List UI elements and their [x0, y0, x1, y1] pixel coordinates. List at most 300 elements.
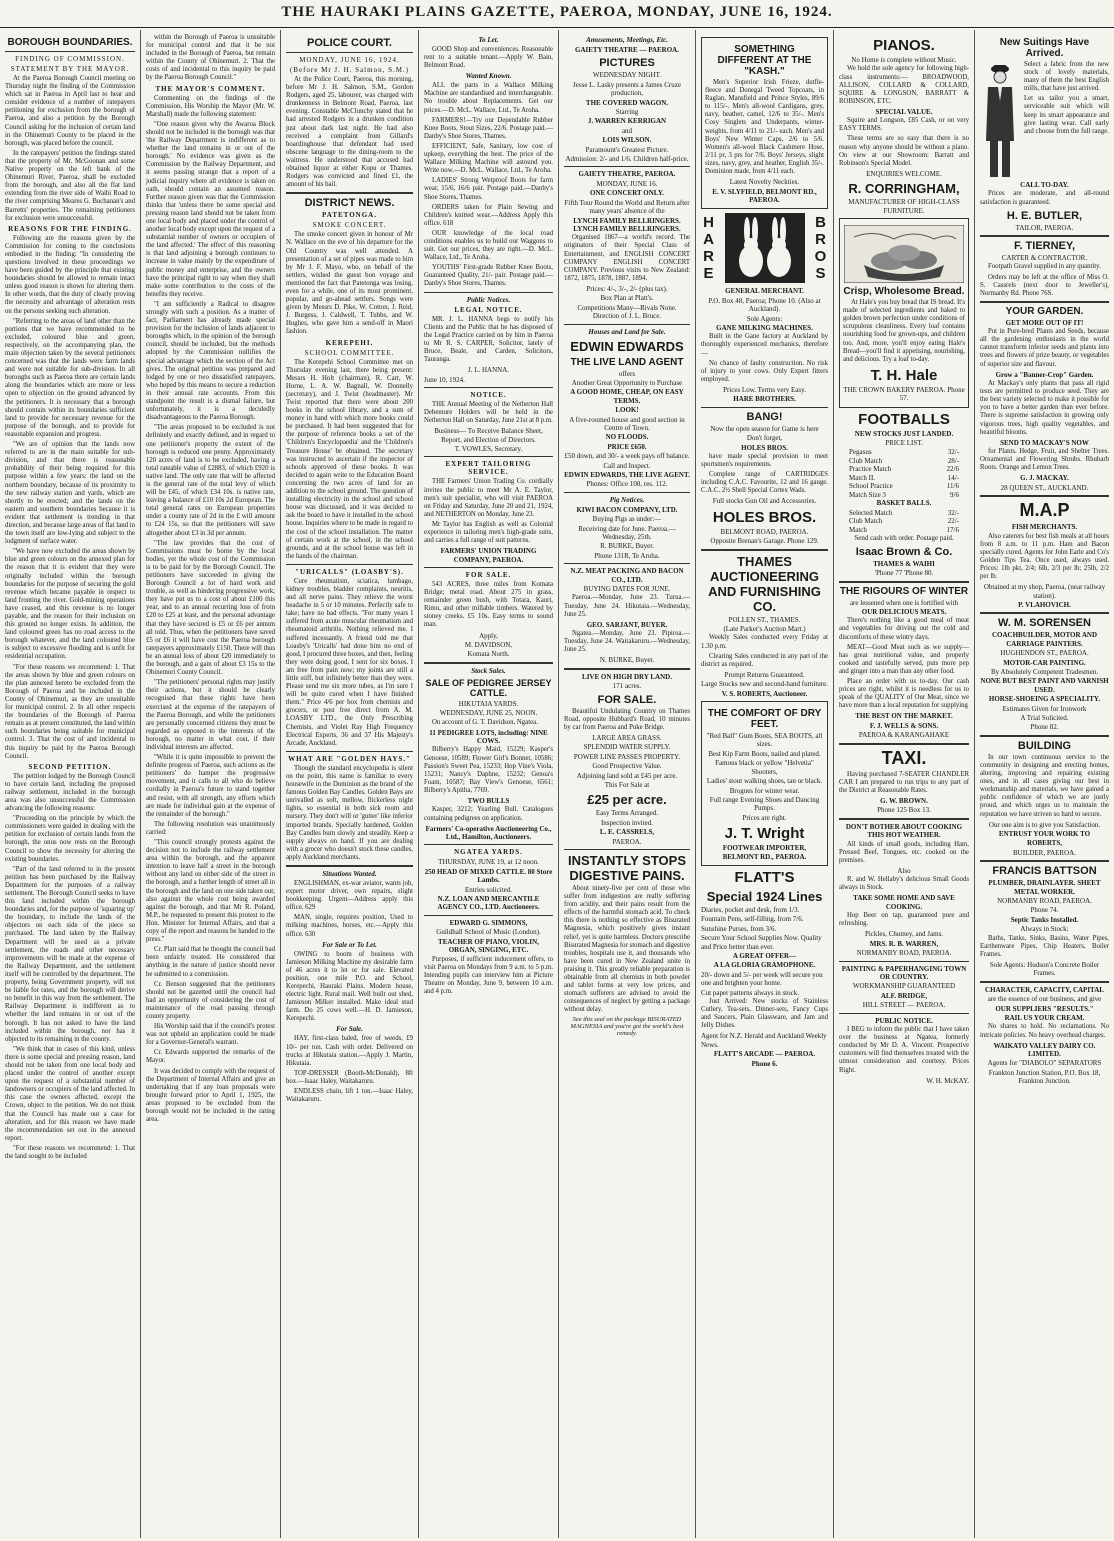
- column-trades: [975, 30, 1114, 1538]
- column-police-court: [281, 30, 419, 1538]
- article-paragraph: "For these reasons we recommend: 1. That the areas shown by blue and green colours on the plan annexed hereto be excluded from the Borough of Paeroa and be included in the County of Ohinemuri, as they are unsuitable for municipal control. 2. In all other respects the boundaries of the Borough of Paeroa remain as at present constituted, the land within such boundaries being suitable for municipal control. 3. That the cost of and incidental to this inquiry be paid by the Paeroa Borough Council.: [5, 663, 135, 760]
- ad-body: Having purchased 7-SEATER CHANDLER CAR I am prepared to run trips to any part of the District at Reasonable Rates.: [839, 770, 969, 794]
- ad-signature: T. VOWLES, Secretary.: [454, 445, 523, 453]
- section-heading: Public Notices.: [466, 295, 511, 304]
- ad-body: Orders may be left at the office of Miss O. S. Cassrels (next door to Jeweller's), Normanby Rd. Phone 76S.: [980, 273, 1109, 297]
- ad-body: THE CROWN BAKERY PAEROA. Phone 57.: [843, 385, 965, 403]
- ad-body: Prices are right.: [742, 813, 787, 822]
- ad-signature: TAILOR, PAEROA.: [1015, 223, 1074, 232]
- ad-subhead: THURSDAY, JUNE 19, at 12 noon.: [438, 858, 539, 867]
- bakery-illustration: [843, 225, 965, 283]
- ad-body: NORMANBY ROAD, PAEROA.: [997, 897, 1092, 906]
- ad-body: Another Great Opportunity to Purchase: [571, 378, 683, 387]
- article-paragraph: "Part of the land referred to in the present petition has been purchased by the Railway Department for the purposes of a railway settlement. The Borough Council seeks to have this land included within the borough boundaries and, for the purpose of 'squaring up' the boundary, to include the lands of the objectors on each side of the piece so purchased. The land taken by the Railway Department will be used as a private settlement, the roads and other necessary improvements will be made at the expense of the Railway Department, and the settlement itself will be controlled by the department. The property, being Government property, will not be liable for rates, and the borough will derive no benefit in this way from the settlement. The Railway Department is indifferent as to whether the land remains in or out of the borough. It has not asked to have the land included within the borough, nor has it objected to its remaining in the county.: [5, 865, 135, 1043]
- ad-body: Box Plan at Platt's.: [600, 294, 654, 303]
- ad-body: THAMES & WAIHI: [873, 559, 935, 568]
- article-paragraph: "One reason given why the Awaroa Block should not be included in the borough was that 'the Railway Department is indifferent as to whether the land remains in or out of the borough.' No evidence was given as the Commission by the Railway Department, and it seems passing strange that a report of a judicial inquiry where all evidence is taken on oath, should contain an assumed reason. Further reason given was that the Commission thinks that 'unless there be some special and pressing reason land should not be taken from one local body and placed under the control of another local body except upon the request of a substantial number of owners or occupiers of the land affected.' The effect of this reasoning is that land adjoining a borough continues to increase in value mainly by the expenditure of public money and enterprise, and the owners have the principal right to say when they shall make some contribution to the costs of the benefits they receive.: [146, 120, 275, 298]
- ad-body: Hop Beer on tap, guaranteed pure and refreshing.: [839, 912, 969, 928]
- price-item-price: 9/6: [950, 490, 959, 499]
- classified-ad: Bilberry's Happy Maid, 15229; Kasper's Genoese, 10589; Flower Girl's Bonnet, 10586; Passion's Sweet Pea, 15233; Hop Vine's Viola, 15231; Nancy's Daphne, 15232; Genoa's Foam, 10587; Bay View's Genoese, 6561; Bilberry's Apitha, 7769.: [424, 746, 553, 794]
- gentleman-figure-icon: [980, 61, 1020, 181]
- ad-subhead: A LA GLORIA GRAMOPHONE.: [713, 961, 816, 970]
- classified-ad: EFFICIENT, Safe, Sanitary, low cost of upkeep, everything the best. The price of the Wallace Milking Machine will astound you. Write now.—D. McL. Wallace, Ltd., Te Aroha.: [424, 142, 553, 175]
- article-subhead: SMOKE CONCERT.: [312, 221, 387, 230]
- ad-body: A five-roomed house and good section in Centre of Town.: [569, 415, 685, 432]
- price-row: [839, 491, 969, 500]
- ad-body: Don't forget,: [746, 434, 783, 443]
- ad-headline: DON'T BOTHER ABOUT COOKING THIS HOT WEATHER.: [845, 822, 963, 840]
- ad-signature: H. E. BUTLER,: [1006, 209, 1083, 222]
- ad-subhead: LOIS WILSON.: [602, 136, 652, 145]
- ad-subhead: 11 PEDIGREE LOTS, including: NINE COWS.: [429, 728, 548, 746]
- ad-subhead: CALL TO-DAY.: [1020, 181, 1069, 189]
- article-paragraph: "We have now excluded the areas shown by blue and green colours on the annexed plan for the reason that it is evident that they were originally included within the borough boundaries for the purpose of securing the gold revenue which became payable in respect to land fronting the river. Gold-mining operations have ceased, and this revenue is no longer payable, and the reason for their inclusion on this ground no longer exists. In addition, the land coloured green has no road access to the borough whatever, and the land coloured blue is subject to excessive flooding and is unfit for residential occupation.: [5, 548, 135, 661]
- ad-subhead: WEDNESDAY NIGHT.: [592, 71, 662, 80]
- ad-signature: FARMERS' UNION TRADING COMPANY, PAEROA.: [440, 547, 537, 564]
- ad-body: In our town continuous service to the community in designing and erecting homes, altering, improving and repairing existing ones, and in all cases giving our best in workmanship and materials, we have gained a public confidence of which we are justly proud, and which urges us to maintain the reputation we have striven so hard to secure.: [980, 753, 1109, 818]
- ad-subhead: BASKET BALLS.: [876, 499, 932, 508]
- ad-subhead: ONE CONCERT ONLY.: [590, 189, 664, 198]
- price-row: [839, 517, 969, 526]
- ad-headline: FOR SALE.: [597, 693, 657, 706]
- ad-subhead: COACHBUILDER, MOTOR AND CARRIAGE PAINTERS.: [991, 631, 1098, 648]
- ad-body: Secure Your School Supplies Now. Quality and Price better than ever.: [701, 934, 822, 951]
- ad-body: Select a fabric from the new stock of lovely materials, many of them the best English mills, that have just arrived.: [1024, 61, 1109, 93]
- ad-signature: E. V. SLYFIELD, BELMONT RD., PAEROA.: [712, 187, 817, 204]
- ad-body: Built in the Gane factory at Auckland by thoroughly experienced mechanics, therefore—: [701, 333, 828, 357]
- ad-subhead: PRICE LIST.: [885, 439, 923, 448]
- ad-headline: EXPERT TAILORING SERVICE.: [445, 460, 532, 477]
- article-subhead: SECOND PETITION.: [28, 762, 112, 771]
- ad-headline: SALE OF PEDIGREE JERSEY CATTLE.: [425, 677, 552, 698]
- ad-date: June 10, 1924.: [424, 375, 465, 384]
- ad-subhead: Guildhall School of Music (London).: [436, 928, 541, 937]
- ad-body: By Absolutely Competent Tradesmen.: [991, 668, 1098, 677]
- ad-subhead: LYNCH FAMILY BELLRINGERS. LYNCH FAMILY BELLRINGERS.: [573, 216, 681, 233]
- ad-headline: PUBLIC NOTICE.: [875, 1016, 933, 1025]
- ad-body: Just Arrived: New stocks of Stainless Cutlery, Tea-sets, Dinner-sets, Fancy Cups and Saucers, Plain Glassware, and Jam and Jelly Dishes.: [701, 998, 828, 1030]
- article-headline: BOROUGH BOUNDARIES.: [7, 37, 133, 48]
- ad-signature: F. J. WELLS & SONS.: [869, 721, 939, 730]
- ad-headline: NGATEA YARDS.: [454, 848, 523, 857]
- article-paragraph: "The areas proposed to be excluded is not definitely and exactly defined, and in regard to one petitioner's property the extent of the borough is reduced one penny. Approximately 120 acres of land is to be excluded, having a total rateable value of £2883, of which £920 is native land. The only rate that will be affected is the general rate of the total levy of which will be £45, of which £34 10s. is native rate, leaving a balance of £10 10s 2d European. The total general rates on European properties under a county rate of 2d in the £ will amount to £24 15s, so that the petitioners will save altogether about £3 in 3d per annum.: [146, 424, 275, 537]
- ad-subhead: HOLES BROS.: [741, 443, 788, 452]
- ad-body: At Mackay's only plants that pass all rigid tests are permitted to produce seed. They are the best variety selected to make it possible for you to have a better garden than ever before. There is supreme satisfaction in growing only vigorous trees, high quality vegetables, and beautiful blooms.: [980, 380, 1109, 436]
- ad-body: Ladies' stout walking shoes, tan or black.: [706, 777, 823, 786]
- classified-ad: TOP-DRESSER (Booth-McDonald), 8ft box.—Isaac Haley, Waitakaruru.: [286, 1069, 413, 1085]
- ad-body: MANUFACTURER OF HIGH-CLASS FURNITURE.: [848, 198, 960, 215]
- ad-subhead: THE LIVE LAND AGENT: [570, 356, 684, 368]
- ad-body: R. and W. Hellaby's delicious Small Goods always in Stock.: [839, 876, 969, 892]
- ad-body: Brogues for winter wear.: [729, 786, 800, 795]
- column-classifieds: [419, 30, 559, 1538]
- ad-body: At Hale's you buy bread that IS bread. It's made of selected ingredients and baked to golden brown perfection under conditions of scrupulous cleanliness. Every loaf contains nourishing food for grown-ups, and children too. And, more, you'll enjoy eating Hale's Bread—you'll find it appetising, nourishing, and delicious. Try a loaf to-day.: [843, 299, 965, 363]
- ad-body: I BEG to inform the public that I have taken over the business at Ngatea, formerly conducted by Mr D. A. Vincent. Prospective customers will find themselves treated with the utmost consideration and courtesy. Prices Right.: [839, 1026, 969, 1074]
- ad-subhead: POLLEN ST., THAMES.: [728, 615, 801, 624]
- ad-body: are the essence of our business, and give: [987, 995, 1102, 1004]
- ad-body: £50 down, and 30/- a week pays off balance.: [564, 452, 690, 461]
- ad-body: Place an order with us to-day. Our cash prices are right, whilst it is needless for us to speak of the QUALITY of Our Meat, since we have more than a local reputation for supplying: [839, 678, 969, 710]
- ad-body: Prompt Returns Guaranteed.: [724, 670, 805, 679]
- ad-body: Agent for N.Z. Herald and Auckland Weekly News.: [701, 1032, 827, 1049]
- ad-signature: G. W. BROWN.: [880, 796, 928, 805]
- article-paragraph: At the Police Court, Paeroa, this morning, before Mr J. H. Salmon, S.M., Gordon Rodgers, aged 25, labourer, was charged with drunkenness in Belmont Road, Paeroa, last evening. Constable McClunchy stated that he had arrested Rodgers in a drunken condition just about dark last night. He had also received a complaint from Gillard's boardinghouse that defendant had used obscene language to the dining-room to the waitress. He understood that accused had obtained liquor at either Kopu or Thames. Rodgers was convicted and fined £1, the amount of his bail.: [286, 76, 413, 189]
- ad-signature: G. J. MACKAY.: [1020, 474, 1069, 483]
- ad-headline: WHAT ARE "GOLDEN HAYS.": [288, 754, 411, 763]
- section-heading: Situations Wanted.: [322, 869, 377, 878]
- ad-tailor: [980, 61, 1109, 181]
- classified-ad: LADIES' Strong Wetproof Boots for farm wear, 15/6, 16/6 pair. Postage paid.—Danby's Shoe Stores, Thames.: [424, 177, 553, 201]
- article-headline: DISTRICT NEWS.: [304, 197, 395, 210]
- ad-body: POWER LINE PASSES PROPERTY.: [573, 752, 681, 761]
- classified-ad: MAN, single, requires position, Used to milking machines, horses, etc.—Apply this office. 630: [286, 914, 413, 938]
- ad-headline: YOUR GARDEN.: [1005, 305, 1084, 317]
- ad-subhead: BUYING DATES FOR JUNE.: [583, 585, 671, 594]
- ad-body: Fountain Pens, self-filling, from 7/6.: [701, 915, 804, 924]
- ad-body: are lessened when one is fortified with: [849, 598, 959, 607]
- ad-headline: N.Z. MEAT PACKING AND BACON CO., LTD.: [570, 567, 684, 584]
- ad-signature: EDWIN EDWARDS, THE LIVE AGENT.: [564, 470, 690, 479]
- ad-signature: T. H. Hale: [870, 366, 938, 384]
- ad-body: Inspection invited.: [600, 818, 654, 827]
- ad-body: "Red Ball" Gum Boots, SEA BOOTS, all sizes.: [706, 732, 823, 749]
- ad-headline: M.A.P: [1019, 500, 1070, 521]
- section-heading: Wanted Known.: [465, 72, 512, 81]
- article-paragraph: At the Paeroa Borough Council meeting on Thursday night the finding of the Commission which sat in Paeroa in April last to hear and consider evidence of a number of ratepayers petitioning for exclusion from the borough of Paeroa, and also a petition by the Borough Council asking for the inclusion of certain land in the Ohinemuri County to be placed in the borough, was placed before the council.: [5, 75, 135, 147]
- ad-signature: BUILDER, PAEROA.: [1013, 848, 1076, 857]
- article-subhead: SCHOOL COMMITTEE.: [304, 348, 395, 357]
- ad-body: Our one aim is to give you Satisfaction.: [988, 820, 1101, 829]
- ad-headline: THAMES AUCTIONEERING AND FURNISHING CO.: [708, 553, 821, 614]
- ad-signature: FLATT'S ARCADE — PAEROA.: [713, 1050, 816, 1059]
- classified-ad: ENGLISHMAN, ex-war aviator, wants job, expert motor driver, own repairs, slight bookkeeping. Urgent—Address apply this office. 629: [286, 879, 413, 912]
- price-row: [839, 509, 969, 518]
- article-paragraph: "I am sufficiently a Radical to disagree strongly with such a position. As a matter of fact, Parliament has already made special provision for the inclusion of lands adjacent to boroughs which, in the opinion of the borough council, should be included, but the methods adopted by the Commission nullifies the special advantage which the section of the Act gives. The original petition was prepared and lodged by one or two dissatisfied ratepayers, who hoped by this means to secure a reduction in their annual rate accounts. From this standpoint the result is a dismal failure, but unfortunately, it is a decidedly disadvantageous to the Paeroa Borough.: [146, 300, 275, 422]
- classified-ad: HAY, first-class baled, free of weeds, £9 10/- per ton. Cash with order. Delivered on trucks at Hikutaia station.—Apply J. Martin, Hikutaia.: [286, 1035, 413, 1067]
- ad-body: Beautiful Undulating Country on Thames Road, opposite Hubbard's Road, 10 minutes by car from Paeroa and Puke Bridge.: [564, 707, 690, 731]
- classified-ad: FARMERS!—Try our Dependable Rubber Knee Boots, Stout Sizes, 22/6. Postage paid.—Danby's Shoe Stores, Thames.: [424, 116, 553, 140]
- ad-body: Starring: [615, 108, 639, 117]
- ad-headline: W. M. SORENSEN: [998, 617, 1091, 630]
- hare-bros-logo: [701, 213, 828, 283]
- ad-subhead: MOTOR-CAR PAINTING.: [1003, 658, 1086, 667]
- classified-ad: THE Farmers' Union Trading Co. cordially invites the public to meet Mr A. E. Taylor, men's suit specialist, who will visit PAEROA on Friday and Saturday, June 20 and 21, 1924, and NETHERTON on Monday, June 23.: [424, 478, 553, 518]
- section-heading: For Sale or To Let.: [322, 940, 377, 949]
- ad-body: Though the standard encyclopedia is silent on the point, this name is familiar to every housewife in the Dominion as the brand of the famous Golden Bay Candles. Golden Bays are unrivalled as soft, mellow, flickerless night lights, so essential in both sick room and nursery. They don't will or 'gutter' like inferior imported brands. Specially hardened, Golden Bay Candles burn slowly and steadily. Keep a supply always on hand. If you are dealing with a grocer who doesn't stock these candles, apply Auckland merchants.: [286, 764, 413, 861]
- price-item-name: School Practice: [849, 482, 893, 491]
- classified-ad: ORDERS taken for Plain Sewing and Children's knitted wear.—Address Apply this office. 618: [424, 203, 553, 227]
- ad-signature: GEO. SARJANT, BUYER.: [586, 620, 668, 629]
- ad-subhead: NO FLOODS.: [605, 433, 649, 442]
- ad-signature: HARE BROTHERS.: [733, 395, 796, 404]
- ad-headline: F. TIERNEY,: [1013, 240, 1076, 252]
- ad-body: Phone 82.: [1030, 723, 1059, 732]
- price-row: [839, 448, 969, 457]
- price-item-price: 32/-: [947, 508, 959, 517]
- ad-body: Fifth Tour Round the World and Return after many years' absence of the: [564, 198, 690, 216]
- ad-headline: New Suitings Have Arrived.: [999, 37, 1090, 59]
- ad-body: Diaries, pocket and desk, from 1/3.: [701, 905, 800, 914]
- article-paragraph: "Proceeding on the principle by which the commissioners were guided in dealing with the petition for exclusion of certain lands from the borough, the onus now rests on the Borough Council to show the necessity for altering the existing boundaries.: [5, 815, 135, 863]
- classified-ad: GOOD Shop and conveniences. Reasonable rent to a suitable tenant.—Apply W. Bain, Belmont Road.: [424, 46, 553, 70]
- ad-signature: J. L. HANNA.: [467, 366, 510, 375]
- ad-signature: WAIKATO VALLEY DAIRY CO. LIMITED.: [993, 1041, 1096, 1058]
- price-item-price: 11/6: [946, 482, 959, 491]
- article-subhead: KEREPEHI.: [325, 338, 374, 347]
- article-paragraph: Commenting on the findings of the Commission, His Worship the Mayor (Mr. W. Marshall) made the following statement:: [146, 94, 275, 118]
- price-item-name: Pegasus: [849, 448, 872, 457]
- ad-subhead: CARTER & CONTRACTOR.: [1001, 254, 1088, 262]
- column-mayor-comment: [141, 30, 281, 1538]
- ad-subhead: ENTRUST YOUR WORK TO: [998, 830, 1091, 839]
- column-merchants: [696, 30, 834, 1538]
- ad-signature: PAEROA.: [612, 837, 642, 846]
- ad-body: Prices: 4/-, 3/-, 2/- (plus tax).: [586, 284, 668, 293]
- ad-subhead: Special 1924 Lines: [706, 888, 823, 904]
- ad-subhead: GET MORE OUT OF IT!: [1005, 318, 1084, 327]
- ad-body: P.O. Box 48, Paeroa; Phone 10. (Also at Auckland).: [708, 296, 821, 314]
- ad-headline: SOMETHING DIFFERENT AT THE "KASH.": [717, 44, 812, 77]
- article-paragraph: "For these reasons we recommend: 1. That the land sought to be included: [5, 1144, 135, 1160]
- ad-signature: R. CORRINGHAM,: [848, 181, 960, 197]
- ad-body: LARGE AREA GRASS.: [592, 733, 662, 742]
- classified-ad: 543 ACRES, three miles from Komata Bridge; metal road. About 275 in grass, remainder green bush, with Totara, Kauri, Rimu, and other millable timbers. Watered by stoney creeks. £5 10s. Easy terms to sound man.: [424, 580, 553, 629]
- ad-body: Easy Terms Arranged.: [595, 809, 659, 818]
- ad-body: Latest Novelty Neckties.: [729, 178, 800, 187]
- ad-body: Let us tailor you a smart, serviceable suit which will keep its smart appearance and give lasting wear. Call early and choose from the full range.: [1024, 95, 1109, 135]
- ad-subhead: HUGHENDON ST., PAEROA.: [1000, 649, 1089, 658]
- ad-signature: FOOTWEAR IMPORTER, BELMONT RD., PAEROA.: [722, 844, 807, 861]
- ad-body: for Plants. Hedge, Fruit, and Shelter Trees. Ornamental and Flowering Shrubs. Rhubarb Roots. Orange and Lemon Trees.: [980, 448, 1109, 472]
- article-paragraph: "Referring to the areas of land other than the portions that we have recommended to be excluded, coloured blue and green, respectively, on the accompanying plan, the main objection taken by the several petitioners concerned was that the lands were farm lands and were not suitable for sub-division. In all boroughs such as Paeroa there are certain lands along the boundaries which are more or less open to objection on the ground advanced by the petitioners. It is necessary that a borough should contain within its boundaries sufficient land to provide for necessary revenue for the purpose of the borough, and to provide for reasonable expansion and progress.: [5, 317, 135, 438]
- ad-subhead: HORSE-SHOEING A SPECIALITY.: [988, 695, 1101, 704]
- ad-body: 'Phone 77 'Phone 80.: [874, 569, 934, 578]
- ad-body: Now the open season for Game is here: [710, 424, 819, 433]
- classified-ad: THE Annual Meeting of the Netherton Hall Debenture Holders will be held in the Netherton Hall on Saturday, June 21st at 8 p.m.: [424, 400, 553, 425]
- ad-signature: P. VLAHOVICH.: [1018, 601, 1071, 609]
- ad-body: Complete range of CARTRIDGES including C.A.C. Favourite, 12 and 16 gauge. C.A.C. 2½ Shell Special Cortex Wads.: [701, 471, 828, 495]
- ad-body: Send cash with order. Postage paid.: [854, 534, 954, 543]
- ad-signature: L. E. CASSRELS,: [599, 828, 655, 837]
- masthead: THE HAURAKI PLAINS GAZETTE, PAEROA, MONDAY, JUNE 16, 1924.: [0, 4, 1114, 28]
- price-item-name: Match: [849, 525, 867, 534]
- price-row: [839, 482, 969, 491]
- ad-body: Men's Superior Irish Frieze, dutfle-fleece and Donegal Tweed Topcoats, in Raglan, Mansfield and Prince Styles, 89/6 to 115/-. Men's all-wool Cardigans, grey, navy, heather, camel, 12/6 to 35/-. Men's Cosy Singlets and Underpants, winter-weights, from 4/11 to 21/- each. Men's and Boys' New Winter Caps, 2/6 to 5/6. Women's all-wool Black Cashmere Hose, 2/11 pr, 3 prs for 7/6. Boys' Jerseys, slight sizes, navy, grey, and heather, English 35/-. Dominion made, from 4/11 each.: [705, 79, 824, 176]
- ad-body: Also: [897, 866, 911, 875]
- ad-subhead: TEACHER OF PIANO, VIOLIN, ORGAN, SINGING, ETC.: [438, 937, 539, 955]
- price-item-name: Club Match: [849, 456, 883, 465]
- ad-body: Sole Agents: Hudson's Concrete Boiler Frames.: [989, 960, 1100, 978]
- ad-subhead: GANE MILKING MACHINES.: [716, 323, 813, 332]
- ad-subhead: FISH MERCHANTS.: [1011, 523, 1078, 532]
- ad-subhead: SEND TO MACKAY'S NOW: [1000, 438, 1089, 447]
- ad-body: offers: [618, 369, 636, 378]
- ad-subhead: HIKUTAIA YARDS.: [458, 699, 519, 708]
- price-item-name: Match II.: [849, 473, 876, 482]
- basketball-price-list: [839, 509, 969, 535]
- ad-subhead: Septic Tanks Installed.: [1010, 915, 1079, 924]
- ad-body: Admission: 2/- and 1/6. Children half-price.: [565, 155, 689, 164]
- article-paragraph: It was decided to comply with the request of the Department of Internal Affairs and give an undertaking that if any loan proposals were brought forward prior to April 1, 1925, the areas proposed to be excluded from the borough would not be included in the rating area.: [146, 1067, 275, 1124]
- ad-body: Always in Stock:: [1020, 925, 1069, 934]
- ad-body: Full stocks Gun Oil and Accessories.: [712, 497, 817, 506]
- ad-body: SPLENDID WATER SUPPLY.: [583, 743, 671, 752]
- ad-headline: PICTURES: [599, 57, 655, 70]
- section-heading: For Sale.: [336, 1025, 363, 1034]
- article-paragraph: within the Borough of Paeroa is unsuitable for municipal control and that it be not included in the Borough of Paeroa, but remain within the County of Ohinemuri. 2. That the costs of and incidental to this inquiry be paid by the Paeroa Borough Council.": [146, 34, 275, 82]
- ad-headline: GAIETY THEATRE, PAEROA.: [578, 170, 676, 179]
- ad-body: Best Kip Farm Boots, nailed and plated.: [708, 749, 821, 758]
- ad-signature: N.Z. LOAN AND MERCANTILE AGENCY CO., LTD. Auctioneers.: [437, 895, 540, 912]
- price-item-price: 22/-: [947, 517, 959, 526]
- ad-body: Cure rheumatism, sciatica, lumbago, kidney troubles, bladder complaints, neuritis, and all nerve pains. They relieve the worst headache in 5 or 10 minutes. Perfectly safe to take; have no bad effects. "For many years I suffered from acute muscular rheumatism and rheumatoid arthritis. Nothing relieved me. I suffered incessantly. A friend told me that Loasby's 'Uricalls' had done him no end of good, I procured three boxes, and then, feeling they were doing good, I sent for six boxes. I am free from pain now; my joints are still a little stiff, but infinitely better than they were. Please send me six more tubes, as I'm sure I will be quite cured when I have finished them." Price 4/6 per box from chemists and grocers, or post free direct from A. M. LOASBY LTD., the Only Prescribing Chemists, and Violet Ray High Frequency Electrical Experts, 36 and 37 His Majesty's Arcade, Auckland.: [286, 577, 413, 747]
- article-paragraph: The following resolution was unanimously carried:: [146, 820, 275, 836]
- ad-signature: V. S. ROBERTS, Auctioneer.: [721, 689, 808, 698]
- ad-headline: CHARACTER, CAPACITY, CAPITAL: [985, 985, 1104, 994]
- ad-headline: INSTANTLY STOPS DIGESTIVE PAINS.: [568, 852, 686, 883]
- ad-signature: M. DAVIDSON,: [464, 640, 513, 649]
- ad-body: There's nothing like a good meal of meat and vegetables for driving out the cold and discomforts of these wintry days.: [839, 617, 969, 641]
- ad-body: Frankton Junction Station, P.O. Box 18, Frankton Junction.: [988, 1068, 1101, 1086]
- ad-headline: FLATT'S: [734, 868, 795, 886]
- ad-body: Clearing Sales conducted in any part of the district as required.: [701, 652, 828, 668]
- price-item-name: Club Match: [849, 517, 883, 526]
- section-heading: Houses and Land for Sale.: [588, 327, 666, 336]
- ad-body: Phone 125 Box 13.: [877, 806, 931, 815]
- ad-subhead: PLUMBER, DRAINLAYER. SHEET METAL WORKER.: [988, 879, 1101, 896]
- ad-subhead: OUR DELICIOUS MEATS.: [861, 607, 947, 616]
- ad-subhead: Grow a "Banner-Crop" Garden.: [995, 370, 1094, 379]
- column-borough-boundaries: [0, 30, 141, 1538]
- ad-body: Obtained at my shop, Paeroa, (near railway station).: [983, 583, 1106, 600]
- ad-body: Baths, Tanks, Sinks, Basins, Water Pipes, Earthenware Pipes, Chip Heaters, Boiler Frames.: [980, 934, 1109, 958]
- ad-body: have made special provision to meet sportsmen's requirements.: [701, 452, 828, 469]
- ad-headline: BANG!: [746, 410, 783, 423]
- ad-subhead: MONDAY, JUNE 16.: [596, 179, 658, 188]
- article-subhead: THE MAYOR'S COMMENT.: [155, 84, 266, 93]
- article-dateline: MONDAY, JUNE 16, 1924.: [299, 56, 400, 64]
- article-paragraph: "We think that in cases of this kind, unless there is some special and pressing reason, land should not be taken from one local body and placed under the control of another except upon the request of a substantial number of landowners or occupiers of the land affected. In this case the owners affected, except the Crown, object to the petition. We do not think that the Council has made out a case for alteration, and for this reason we have made the recommendation set out in the annexed report.: [5, 1045, 135, 1142]
- ad-subhead: TAKE SOME HOME AND SAVE COOKING.: [853, 894, 955, 911]
- ad-body: Ngatea.—Monday, June 23. Pipiroa.—Tuesday, June 24. Waitakaruru.—Wednesday, June 25.: [564, 630, 690, 654]
- ad-headline: FOOTBALLS: [858, 410, 950, 428]
- ad-body: A Trial Solicited.: [1020, 714, 1069, 723]
- ad-body: Phones: Office 108, res. 112.: [586, 480, 668, 489]
- ad-hale-bakery: [839, 218, 969, 408]
- article-paragraph: In the ratepayers' petition the findings stated that the property of Mr. McGoonan and some Native property on the left bank of the Ohinemuri River, Paeroa, shall be excluded from the borough, and also all the flat land extending from the river side of Waihi Road to the river comprising Meares G. Buchanan's and Barretts' properties. The remaining petitioners for exclusion were unsuccessful.: [5, 149, 135, 222]
- ad-headline: TAXI.: [881, 747, 927, 768]
- ad-headline: EDWIN EDWARDS: [570, 338, 684, 354]
- ad-signature: Phone 6.: [751, 1059, 778, 1068]
- ad-body: We hold the sole agency for following high-class instruments:— BROADWOOD, ALLISON, COLLARD & COLLARD, SQUIRE & LONGSON, BARRATT & ROBINSON, ETC.: [839, 65, 969, 105]
- price-item-price: 17/6: [946, 525, 959, 534]
- ad-subhead: J. WARREN KERRIGAN: [587, 117, 667, 126]
- ad-signature: MRS. R. B. WARREN,: [869, 939, 939, 948]
- ad-body: Squire and Longson, £85 Cash, or on very EASY TERMS.: [839, 117, 969, 133]
- ad-body: No chance of faulty construction. No risk of injury to your cows. Only Expert fitters employed.: [701, 359, 828, 383]
- ad-headline: KIWI BACON COMPANY, LTD.: [576, 505, 678, 514]
- ad-signature: 28 QUEEN ST., AUCKLAND.: [1000, 483, 1089, 492]
- article-paragraph: "We are of opinion that the lands now referred to are in the main suitable for sub-division, and that there is reasonable probability of their being required for this purpose within a few years: the land on the northern boundary, because of its proximity to the new railway station and yards, which are shortly to be erected; and the lands on the eastern and southern boundaries because it is evident that settlement is trending in that direction, and because large areas of flat land in the town itself are low-lying and subject to the lodgment of surface water.: [5, 441, 135, 546]
- section-heading: To Let.: [478, 36, 499, 44]
- ad-headline: EDWARD G. SIMMONS,: [449, 918, 528, 927]
- ad-body: About ninety-five per cent of those who suffer from indigestion are really suffering from acidity, and their pains result from the effects of the harmful stomach acid. To check this there is nothing so effective as Bisurated Magnesia, which positively gives instant relief, yet is quite harmless. Doctors prescribe Bisurated Magnesia for stomach and digestive troubles, hospitals use it, and thousands who have been cured in New Zealand unite in praising it. This greatly reliable preparation is obtainable from all chemists in both powder and tablet forms at very low prices, and stomach sufferers are advised to avoid the consequences of neglect by getting a package without delay.: [564, 884, 690, 1014]
- ad-signature: ROBERTS,: [1027, 839, 1062, 848]
- ad-headline: NOTICE.: [470, 390, 507, 399]
- price-row: [839, 474, 969, 483]
- ad-body: (Late Parker's Auction Mart.): [723, 625, 806, 634]
- ad-body: Organised 1867—a world's record. The originators of their Special Class of Entertainment, and ENGLISH CONCERT COMPANY ENGLISH CONCERT COMPANY. Previous visits to New Zealand: 1872, 1875, 1878, 1887, 1894.: [564, 234, 690, 282]
- price-row: [839, 457, 969, 466]
- price-item-price: 22/6: [946, 465, 959, 474]
- ad-subhead: SPECIAL VALUE.: [875, 107, 933, 116]
- price-item-price: 32/-: [947, 448, 959, 457]
- section-heading: Stock Sales.: [471, 666, 506, 675]
- bros-letters: BROS: [812, 214, 829, 283]
- ad-signature: HILL STREET — PAEROA.: [862, 1001, 946, 1010]
- ad-subhead: WORKMANSHIP GUARANTEED: [852, 982, 956, 991]
- ad-body: Put in Pure-bred Plants and Seeds, because all the gardening enthusiasts in the world cannot transform inferior seeds and plants into trees and flowers of prize beauty, or vegetables of superior size and flavour.: [980, 328, 1109, 368]
- ad-headline: THE RIGOURS OF WINTER: [839, 585, 969, 597]
- bread-basket-icon: [844, 225, 964, 283]
- ad-body: These terms are so easy that there is no reason why anyone should be without a piano. On view at our Showroom: Barratt and Robinson's Special Model.: [839, 135, 969, 167]
- article-subhead: REASONS FOR THE FINDING.: [8, 224, 132, 233]
- price-row: [839, 526, 969, 535]
- article-paragraph: Cr. Platt said that he thought the council had been unfairly treated. He considered that anything in the nature of justice should never be submitted to a commission.: [146, 946, 275, 978]
- ad-headline: FRANCIS BATTSON: [992, 865, 1097, 878]
- article-subhead: FINDING OF COMMISSION.: [15, 55, 125, 63]
- ad-subhead: NEW STOCKS JUST LANDED.: [854, 429, 954, 438]
- ad-signature: ALF. BRIDGE,: [880, 991, 928, 1000]
- column-amusements: [559, 30, 696, 1538]
- price-item-name: Practice Match: [849, 465, 892, 474]
- classified-ad: Entries solicited.: [464, 885, 513, 894]
- ad-body: 171 acres.: [612, 682, 642, 691]
- classified-ad: Business— To Receive Balance Sheet, Report, and Election of Directors.: [434, 427, 543, 444]
- classified-ad: On account of G. T. Davidson, Ngatea.: [432, 718, 538, 726]
- classified-ad: ALL the parts in a Wallace Milking Machine are standardised and interchangeable. No trouble about Replacements. Get our prices.—D. McL. Wallace, Ltd., Te Aroha.: [424, 82, 553, 114]
- ad-body: and: [621, 126, 633, 135]
- article-paragraph: "While it is quite impossible to prevent the definite progress of Paeroa, such actions as the petitioners' do hamper the progressive movement, and it calls to all who do believe cordially in Paeroa's future to stand together and resist, with all strength, any efforts which are made for individual gain at the expense of the remainder of the borough.": [146, 754, 275, 818]
- ad-footer: See this seal on the package BISURATED MAGNESIA and you're got the world's best remedy.: [570, 1016, 684, 1038]
- ad-subhead: NONE BUT BEST PAINT AND VARNISH USED.: [980, 677, 1109, 694]
- ad-subhead: WEDNESDAY, JUNE 25, NOON.: [439, 709, 538, 718]
- ad-body: Large Stocks new and second-hand furniture.: [701, 680, 828, 689]
- ad-body: Paeroa.—Monday, June 23. Turua.—Tuesday, June 24. Hikutaia.—Wednesday, June 25.: [564, 594, 690, 618]
- price-item-name: Selected Match: [849, 508, 893, 517]
- ad-kash: [701, 37, 828, 209]
- article-subhead: (Before Mr J. H. Salmon, S.M.): [289, 66, 410, 74]
- ad-signature: W. H. McKAY.: [926, 1076, 969, 1085]
- ad-signature: PAEROA & KARANGAHAKE: [858, 731, 950, 740]
- ad-signature: Isaac Brown & Co.: [855, 545, 953, 558]
- ad-subhead: THE BEST ON THE MARKET.: [855, 712, 953, 721]
- ad-headline: FOR SALE.: [465, 570, 512, 579]
- ad-subhead: A GREAT OFFER—: [732, 951, 797, 960]
- classified-ad: MR. J. L. HANNA begs to notify his Clients and the Public that he has disposed of the Legal Practice carried on by him in Paeroa to Mr R. S. CARPER, Solicitor, lately of Bruce, Beale, and Carden, Solicitors, Tauranga.: [424, 315, 553, 363]
- ad-signature: Komata North.: [467, 650, 510, 659]
- ad-body: Full range Evening Shoes and Dancing Pumps.: [709, 795, 820, 813]
- ad-body: MEAT—Good Meat such as we supply—has great nutritional value, and properly cooked and tastefully served, puts more pep and ginger into a man than any other food.: [839, 643, 969, 675]
- ad-signature: HOLES BROS.: [712, 508, 817, 526]
- ad-signature: R. BURKE, Buyer.: [600, 542, 654, 551]
- ad-headline: PAINTING & PAPERHANGING TOWN OR COUNTRY.: [841, 964, 967, 982]
- ad-headline: BUILDING: [1017, 739, 1072, 752]
- ad-subhead: THE COVERED WAGON.: [585, 98, 669, 107]
- ad-signature: Apply,: [479, 631, 498, 640]
- ad-body: Competitions Many—Rivals None. Direction of J. L. Bruce.: [577, 303, 677, 321]
- ad-body: This For Sale at: [604, 780, 650, 789]
